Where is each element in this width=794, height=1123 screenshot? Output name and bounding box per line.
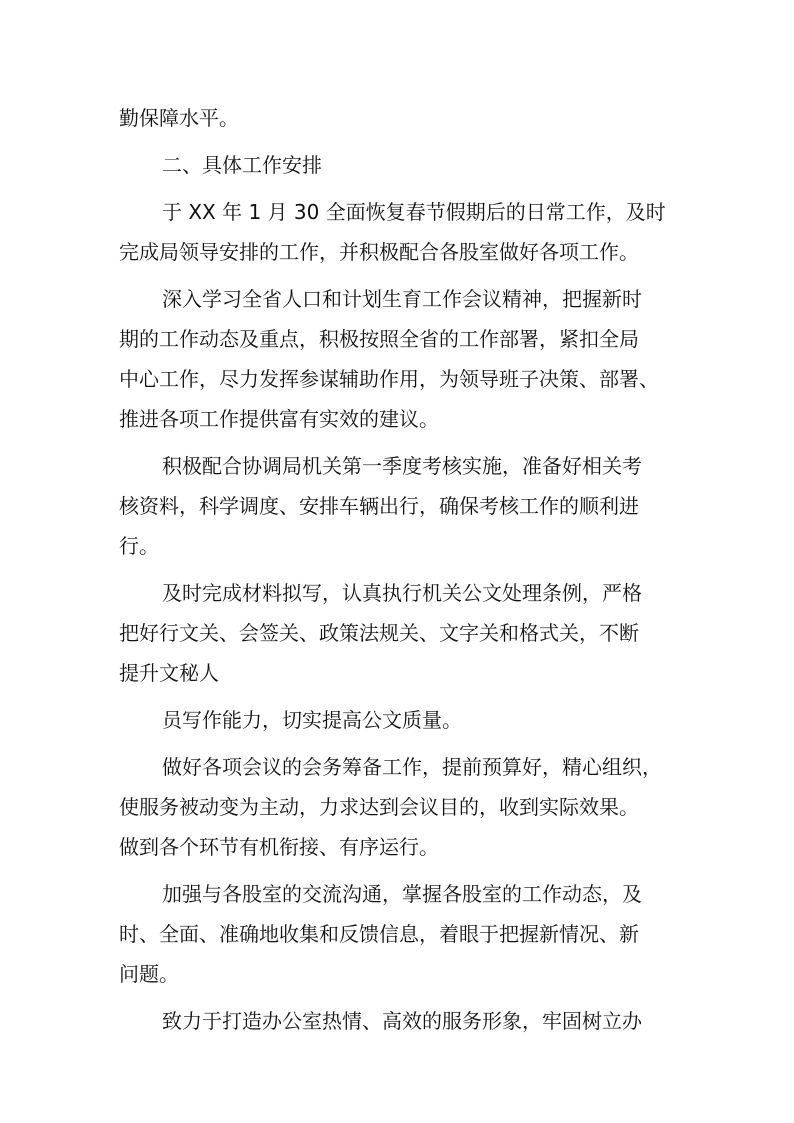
paragraph-line: 及时完成材料拟写，认真执行机关公文处理条例，严格	[162, 581, 642, 605]
paragraph-line: 致力于打造办公室热情、高效的服务形象，牢固树立办	[162, 1009, 642, 1033]
paragraph-line: 勤保障水平。	[119, 106, 239, 130]
paragraph-line: 期的工作动态及重点，积极按照全省的工作部署，紧扣全局	[119, 327, 639, 351]
paragraph-line: 使服务被动变为主动，力求达到会议目的，收到实际效果。	[119, 795, 639, 819]
paragraph-line: 做好各项会议的会务筹备工作，提前预算好，精心组织，	[162, 755, 662, 779]
paragraph-line: 问题。	[119, 962, 179, 986]
section-heading: 二、具体工作安排	[162, 153, 322, 177]
paragraph-line: 推进各项工作提供富有实效的建议。	[119, 407, 439, 431]
paragraph-line: 中心工作，尽力发挥参谋辅助作用，为领导班子决策、部署、	[119, 367, 659, 391]
paragraph-line: 于 XX 年 1 月 30 全面恢复春节假期后的日常工作，及时	[162, 200, 666, 224]
paragraph-line: 行。	[119, 534, 159, 558]
paragraph-line: 完成局领导安排的工作，并积极配合各股室做好各项工作。	[119, 240, 639, 264]
paragraph-line: 把好行文关、会签关、政策法规关、文字关和格式关，不断	[119, 621, 639, 645]
paragraph-line: 提升文秘人	[119, 661, 219, 685]
paragraph-line: 核资料，科学调度、安排车辆出行，确保考核工作的顺利进	[119, 494, 639, 518]
paragraph-line: 员写作能力，切实提高公文质量。	[162, 708, 462, 732]
paragraph-line: 积极配合协调局机关第一季度考核实施，准备好相关考	[162, 454, 642, 478]
document-body	[119, 98, 689, 1041]
paragraph-line: 做到各个环节有机衔接、有序运行。	[119, 835, 439, 859]
paragraph-line: 加强与各股室的交流沟通，掌握各股室的工作动态，及	[162, 882, 642, 906]
paragraph-line: 深入学习全省人口和计划生育工作会议精神，把握新时	[162, 287, 642, 311]
paragraph-line: 时、全面、准确地收集和反馈信息，着眼于把握新情况、新	[119, 922, 639, 946]
